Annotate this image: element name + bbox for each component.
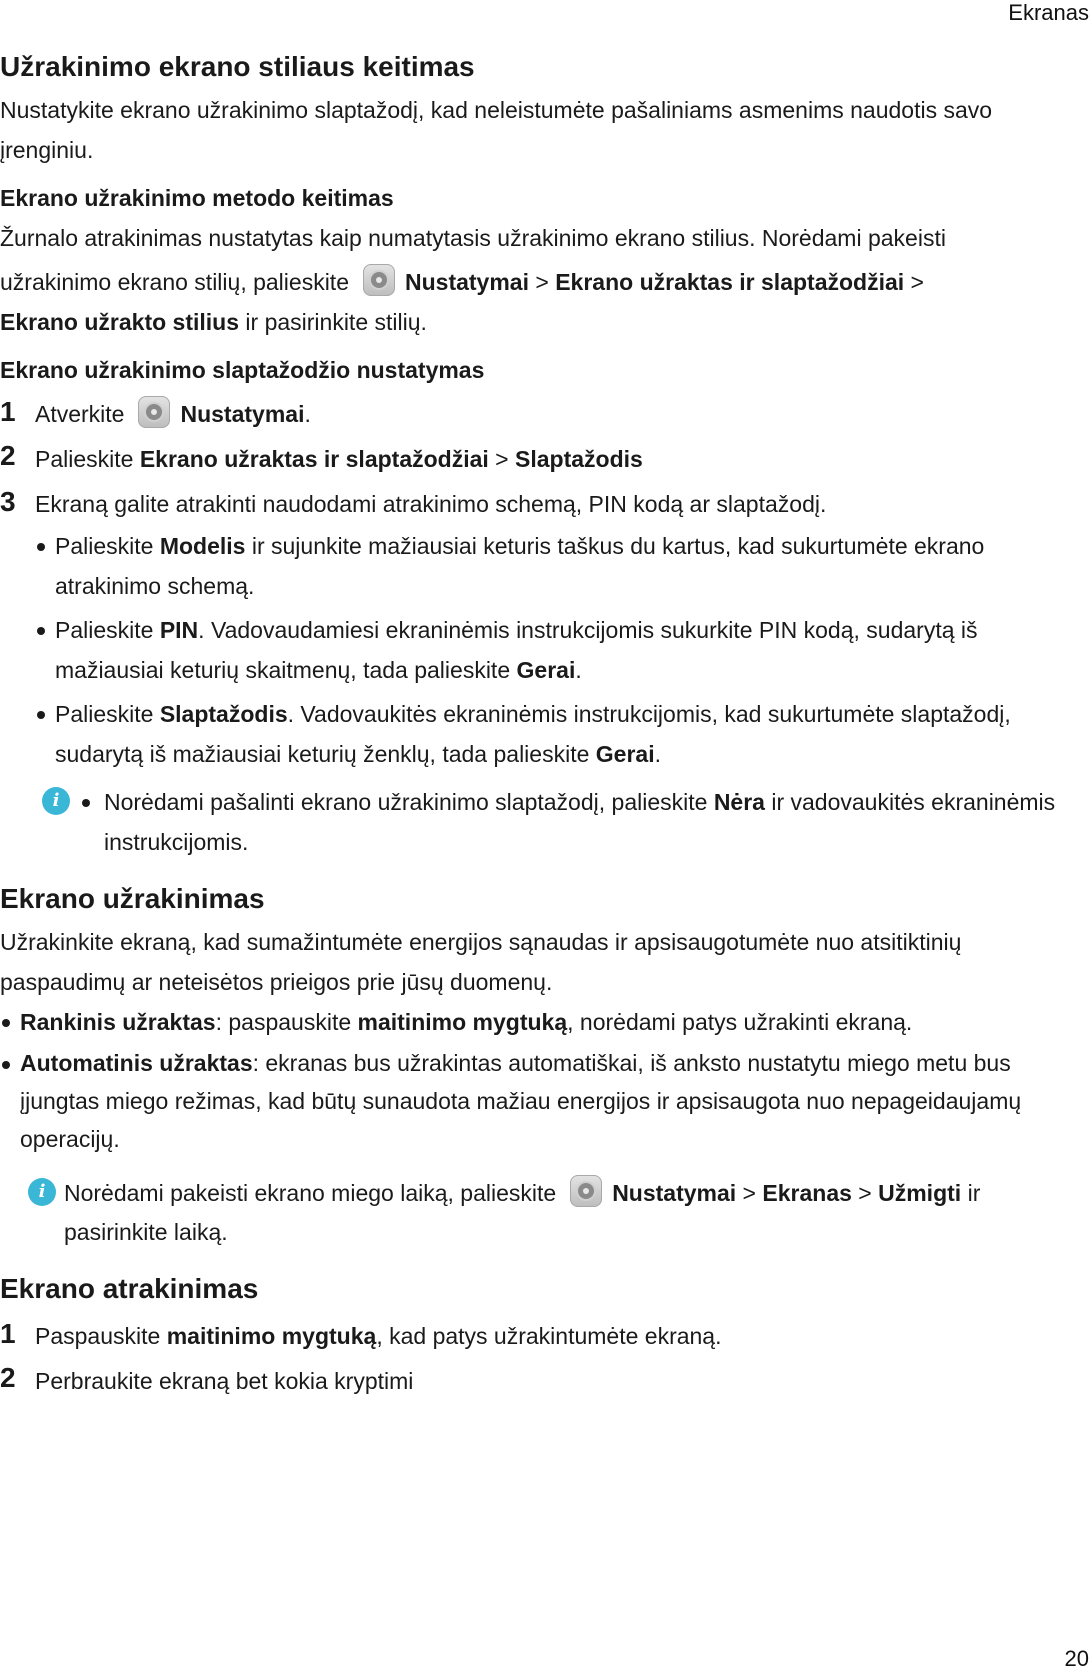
- note-remove-password: i Norėdami pašalinti ekrano užrakinimo slaptažodį, palieskite Nėra ir vadovaukitės ekraninėmis instrukcijomis.: [0, 782, 1089, 862]
- list-item-pin: Palieskite PIN. Vadovaudamiesi ekraninėmis instrukcijomis sukurkite PIN kodą, sudarytą iš mažiausiai keturių skaitmenų, tada palieskite Gerai.: [35, 610, 1075, 690]
- password-options-list: [35, 526, 1075, 774]
- password-step-1: 1 Atverkite Nustatymai.: [0, 392, 1089, 436]
- password-step-2: 2 Palieskite Ekrano užraktas ir slaptažodžiai > Slaptažodis: [0, 436, 1089, 482]
- password-step-3: 3 Ekraną galite atrakinti naudodami atrakinimo schemą, PIN kodą ar slaptažodį.: [0, 482, 1089, 526]
- method-line-1: Žurnalo atrakinimas nustatytas kaip numatytasis užrakinimo ekrano stilius. Norėdami pakeisti: [0, 225, 946, 251]
- method-line-2: užrakinimo ekrano stilių, palieskite Nustatymai > Ekrano užraktas ir slaptažodžiai >: [0, 256, 1089, 308]
- note-bullet-dot: [82, 799, 90, 807]
- settings-gear-icon: [570, 1175, 602, 1207]
- list-item-pattern: Palieskite Modelis ir sujunkite mažiausiai keturis taškus du kartus, kad sukurtumėte ekrano atrakinimo schemą.: [35, 526, 1075, 606]
- settings-gear-icon: [138, 396, 170, 428]
- list-item-password: Palieskite Slaptažodis. Vadovaukitės ekraninėmis instrukcijomis, kad sukurtumėte slaptažodį, sudarytą iš mažiausiai keturių ženklų, tada palieskite Gerai.: [35, 694, 1075, 774]
- note-sleep-time: i Norėdami pakeisti ekrano miego laiką, palieskite Nustatymai > Ekranas > Užmigti ir pasirinkite laiką.: [0, 1168, 1089, 1252]
- page-number: 20: [1064, 1646, 1089, 1671]
- subsection-title-password: Ekrano užrakinimo slaptažodžio nustatymas: [0, 357, 485, 383]
- list-item-auto-lock: Automatinis užraktas: ekranas bus užrakintas automatiškai, iš anksto nustatytu miego metu bus įjungtas miego režimas, kad būtų sunaudota mažiau energijos ir apsisaugota nuo nepageidaujamų operacijų.: [0, 1044, 1060, 1158]
- unlock-step-2: 2 Perbraukite ekraną bet kokia kryptimi: [0, 1358, 1089, 1404]
- step-number: 1: [0, 1318, 16, 1349]
- info-icon: i: [42, 787, 70, 815]
- unlock-step-1: 1 Paspauskite maitinimo mygtuką, kad patys užrakintumėte ekraną.: [0, 1314, 1089, 1358]
- subsection-title-method: Ekrano užrakinimo metodo keitimas: [0, 185, 394, 211]
- step-number: 3: [0, 486, 16, 517]
- method-paragraph: [0, 218, 1089, 342]
- page-header-chapter: Ekranas: [1008, 0, 1089, 25]
- settings-gear-icon: [363, 264, 395, 296]
- screen-lock-list: [0, 1002, 1060, 1158]
- step-number: 1: [0, 396, 16, 427]
- screen-lock-intro: Užrakinkite ekraną, kad sumažintumėte energijos sąnaudas ir apsisaugotumėte nuo atsitiktinių paspaudimų ar neteisėtos prieigos prie jūsų duomenų.: [0, 929, 962, 995]
- method-line-3: Ekrano užrakto stilius ir pasirinkite stilių.: [0, 309, 427, 335]
- info-icon: i: [28, 1178, 56, 1206]
- lock-style-intro: Nustatykite ekrano užrakinimo slaptažodį, kad neleistumėte pašaliniams asmenims naudotis savo įrenginiu.: [0, 97, 993, 163]
- step-number: 2: [0, 1362, 16, 1393]
- section-title-screen-unlock: Ekrano atrakinimas: [0, 1273, 259, 1304]
- document-body: [0, 40, 1089, 1404]
- section-title-screen-lock: Ekrano užrakinimas: [0, 883, 265, 914]
- list-item-manual-lock: Rankinis užraktas: paspauskite maitinimo mygtuką, norėdami patys užrakinti ekraną.: [0, 1002, 1060, 1042]
- section-title-lock-style: Užrakinimo ekrano stiliaus keitimas: [0, 51, 475, 82]
- step-number: 2: [0, 440, 16, 471]
